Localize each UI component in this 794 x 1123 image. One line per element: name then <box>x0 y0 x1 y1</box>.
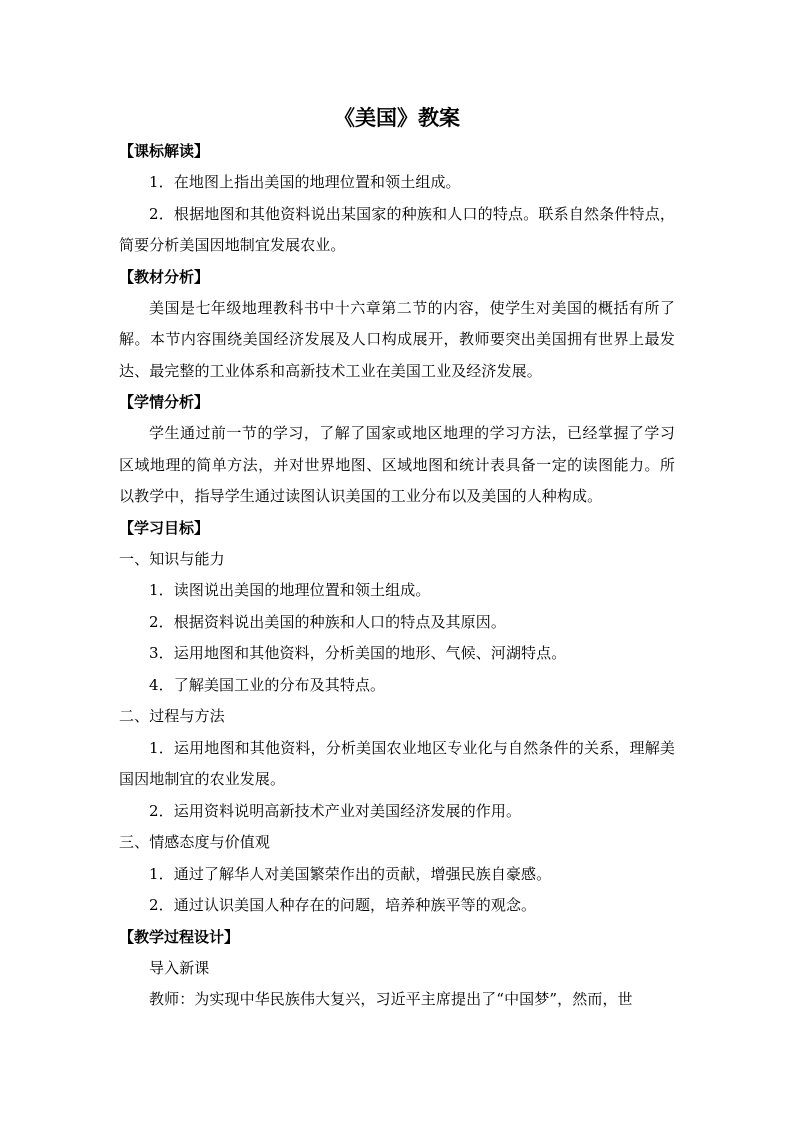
section-heading-student-analysis: 【学情分析】 <box>119 393 210 411</box>
section-heading-curriculum: 【课标解读】 <box>119 142 210 160</box>
paragraph: 2．根据地图和其他资料说出某国家的种族和人口的特点。联系自然条件特点，简要分析美国因地制宜发展农业。 <box>119 204 675 254</box>
paragraph: 教师：为实现中华民族伟大复兴，习近平主席提出了“中国梦”，然而，世 <box>149 990 633 1008</box>
list-item: 1．运用地图和其他资料，分析美国农业地区专业化与自然条件的关系，理解美国因地制宜的农业发展。 <box>119 738 675 788</box>
list-item: 1．通过了解华人对美国繁荣作出的贡献，增强民族自豪感。 <box>149 864 552 883</box>
list-item: 2．运用资料说明高新技术产业对美国经济发展的作用。 <box>149 801 522 820</box>
section-heading-learning-goals: 【学习目标】 <box>119 518 210 537</box>
list-item: 2．通过认识美国人种存在的问题，培养种族平等的观念。 <box>149 896 537 914</box>
subsection-title: 二、过程与方法 <box>119 707 225 725</box>
paragraph: 学生通过前一节的学习，了解了国家或地区地理的学习方法，已经掌握了学习区域地理的简单方法，并对世界地图、区域地图和统计表具备一定的读图能力。所以教学中，指导学生通过读图认识美国的工业分布以及美国的人种构成。 <box>119 424 675 505</box>
section-heading-teaching-process: 【教学过程设计】 <box>119 927 240 946</box>
list-item: 2．根据资料说出美国的种族和人口的特点及其原因。 <box>149 612 506 631</box>
paragraph: 导入新课 <box>149 958 210 977</box>
list-item: 4．了解美国工业的分布及其特点。 <box>149 675 386 694</box>
subsection-title: 一、知识与能力 <box>119 549 225 568</box>
section-heading-textbook-analysis: 【教材分析】 <box>119 267 210 286</box>
subsection-title: 三、情感态度与价值观 <box>119 833 271 851</box>
list-item: 3．运用地图和其他资料，分析美国的地形、气候、河湖特点。 <box>149 644 567 662</box>
document-title: 《美国》教案 <box>334 105 460 130</box>
paragraph: 1．在地图上指出美国的地理位置和领土组成。 <box>149 173 461 191</box>
paragraph: 美国是七年级地理教科书中十六章第二节的内容，使学生对美国的概括有所了解。本节内容围绕美国经济发展及人口构成展开，教师要突出美国拥有世界上最发达、最完整的工业体系和高新技术工业在美国工业及经济发展。 <box>119 298 675 380</box>
document-body <box>119 100 675 1016</box>
list-item: 1．读图说出美国的地理位置和领土组成。 <box>149 581 431 599</box>
